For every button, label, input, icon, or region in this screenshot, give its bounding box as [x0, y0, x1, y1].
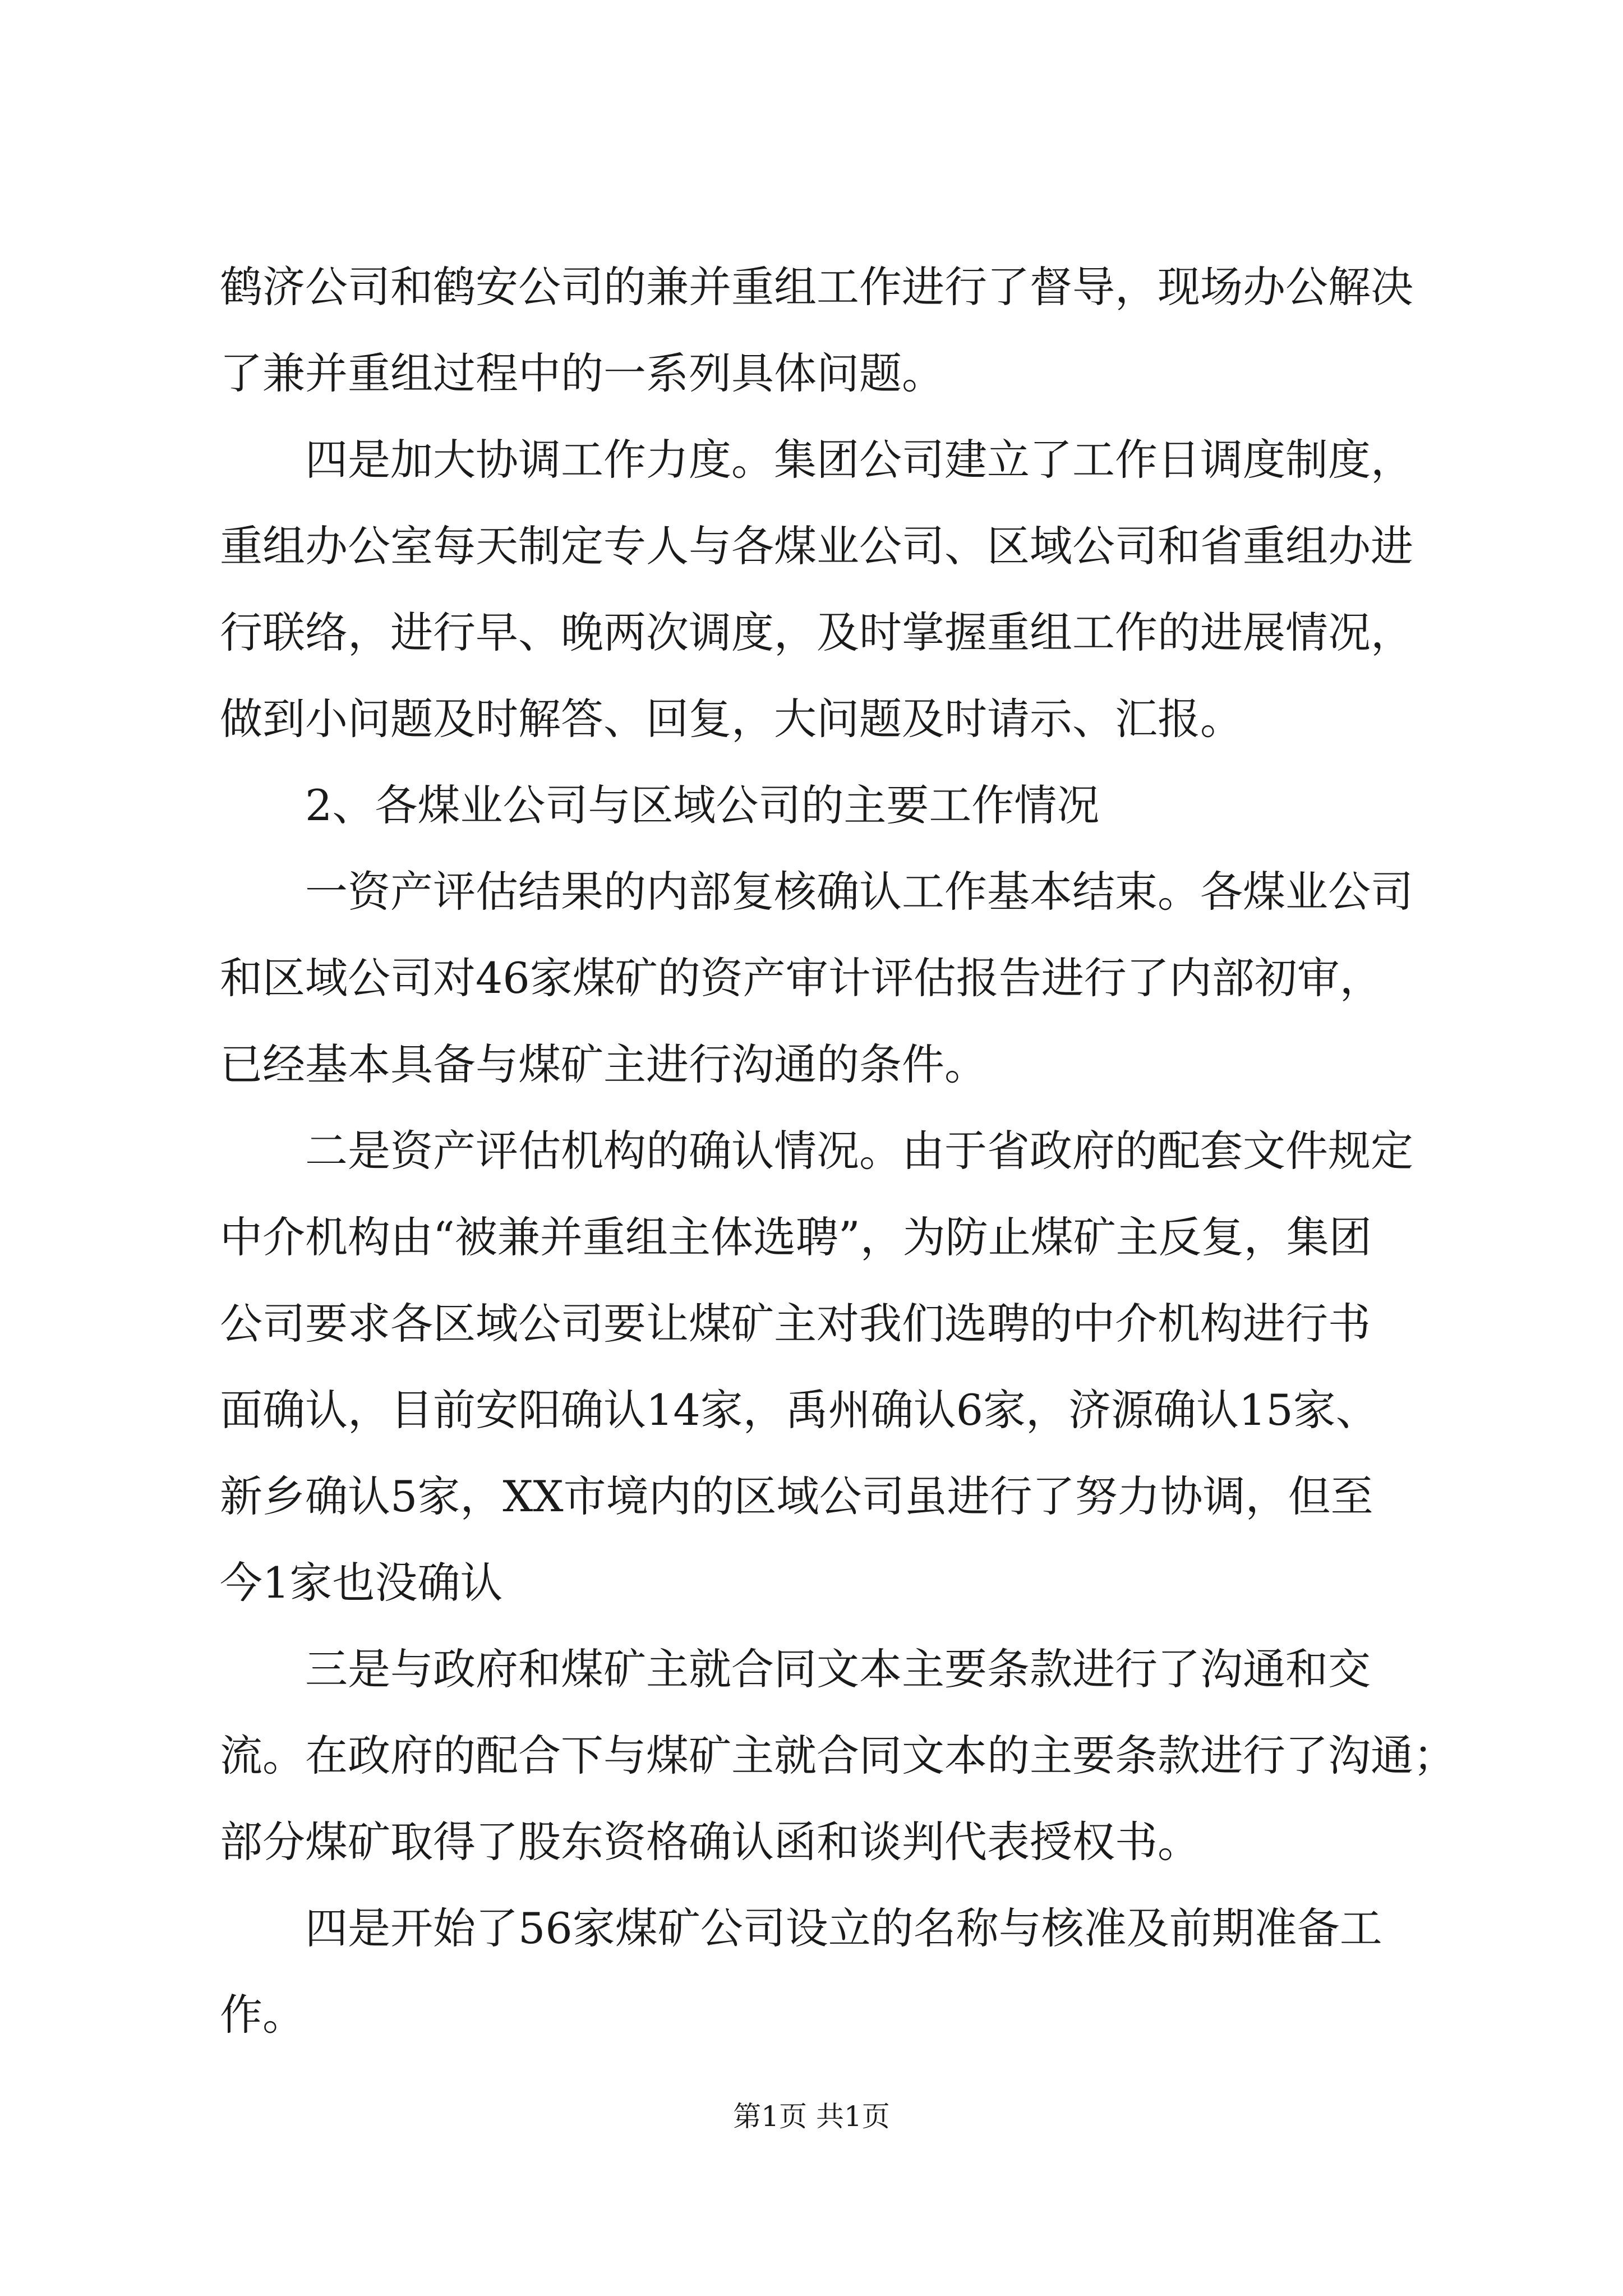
text-line: 中介机构由“被兼并重组主体选聘”，为防止煤矿主反复，集团 — [220, 1212, 1372, 1262]
paragraph-start-line: 一资产评估结果的内部复核确认工作基本结束。各煤业公司 — [305, 867, 1413, 917]
paragraph-start-line: 四是加大协调工作力度。集团公司建立了工作日调度制度， — [305, 435, 1413, 485]
text-line: 流。在政府的配合下与煤矿主就合同文本的主要条款进行了沟通； — [220, 1731, 1456, 1780]
text-line: 今1家也没确认 — [220, 1558, 503, 1608]
text-line: 行联络，进行早、晚两次调度，及时掌握重组工作的进展情况， — [220, 608, 1413, 657]
paragraph-start-line: 四是开始了56家煤矿公司设立的名称与核准及前期准备工 — [305, 1903, 1382, 1953]
text-line: 已经基本具备与煤矿主进行沟通的条件。 — [220, 1039, 987, 1089]
text-line: 和区域公司对46家煤矿的资产审计评估报告进行了内部初审， — [220, 953, 1382, 1003]
text-line: 做到小问题及时解答、回复，大问题及时请示、汇报。 — [220, 694, 1243, 744]
text-line: 公司要求各区域公司要让煤矿主对我们选聘的中介机构进行书 — [220, 1299, 1371, 1349]
text-line: 面确认，目前安阳确认14家，禹州确认6家，济源确认15家、 — [220, 1385, 1378, 1435]
text-line: 部分煤矿取得了股东资格确认函和谈判代表授权书。 — [220, 1817, 1200, 1867]
text-line: 了兼并重组过程中的一系列具体问题。 — [220, 348, 944, 398]
text-line: 重组办公室每天制定专人与各煤业公司、区域公司和省重组办进 — [220, 521, 1413, 571]
text-line: 新乡确认5家，XX市境内的区域公司虽进行了努力协调，但至 — [220, 1471, 1373, 1521]
paragraph-start-line: 三是与政府和煤矿主就合同文本主要条款进行了沟通和交 — [305, 1644, 1371, 1694]
text-line: 作。 — [220, 1990, 305, 2040]
paragraph-start-line: 二是资产评估机构的确认情况。由于省政府的配套文件规定 — [305, 1126, 1413, 1176]
section-heading: 2、各煤业公司与区域公司的主要工作情况 — [305, 780, 1100, 830]
text-line: 鹤济公司和鹤安公司的兼并重组工作进行了督导，现场办公解决 — [220, 262, 1413, 312]
page-footer: 第1页 共1页 — [733, 2100, 890, 2133]
